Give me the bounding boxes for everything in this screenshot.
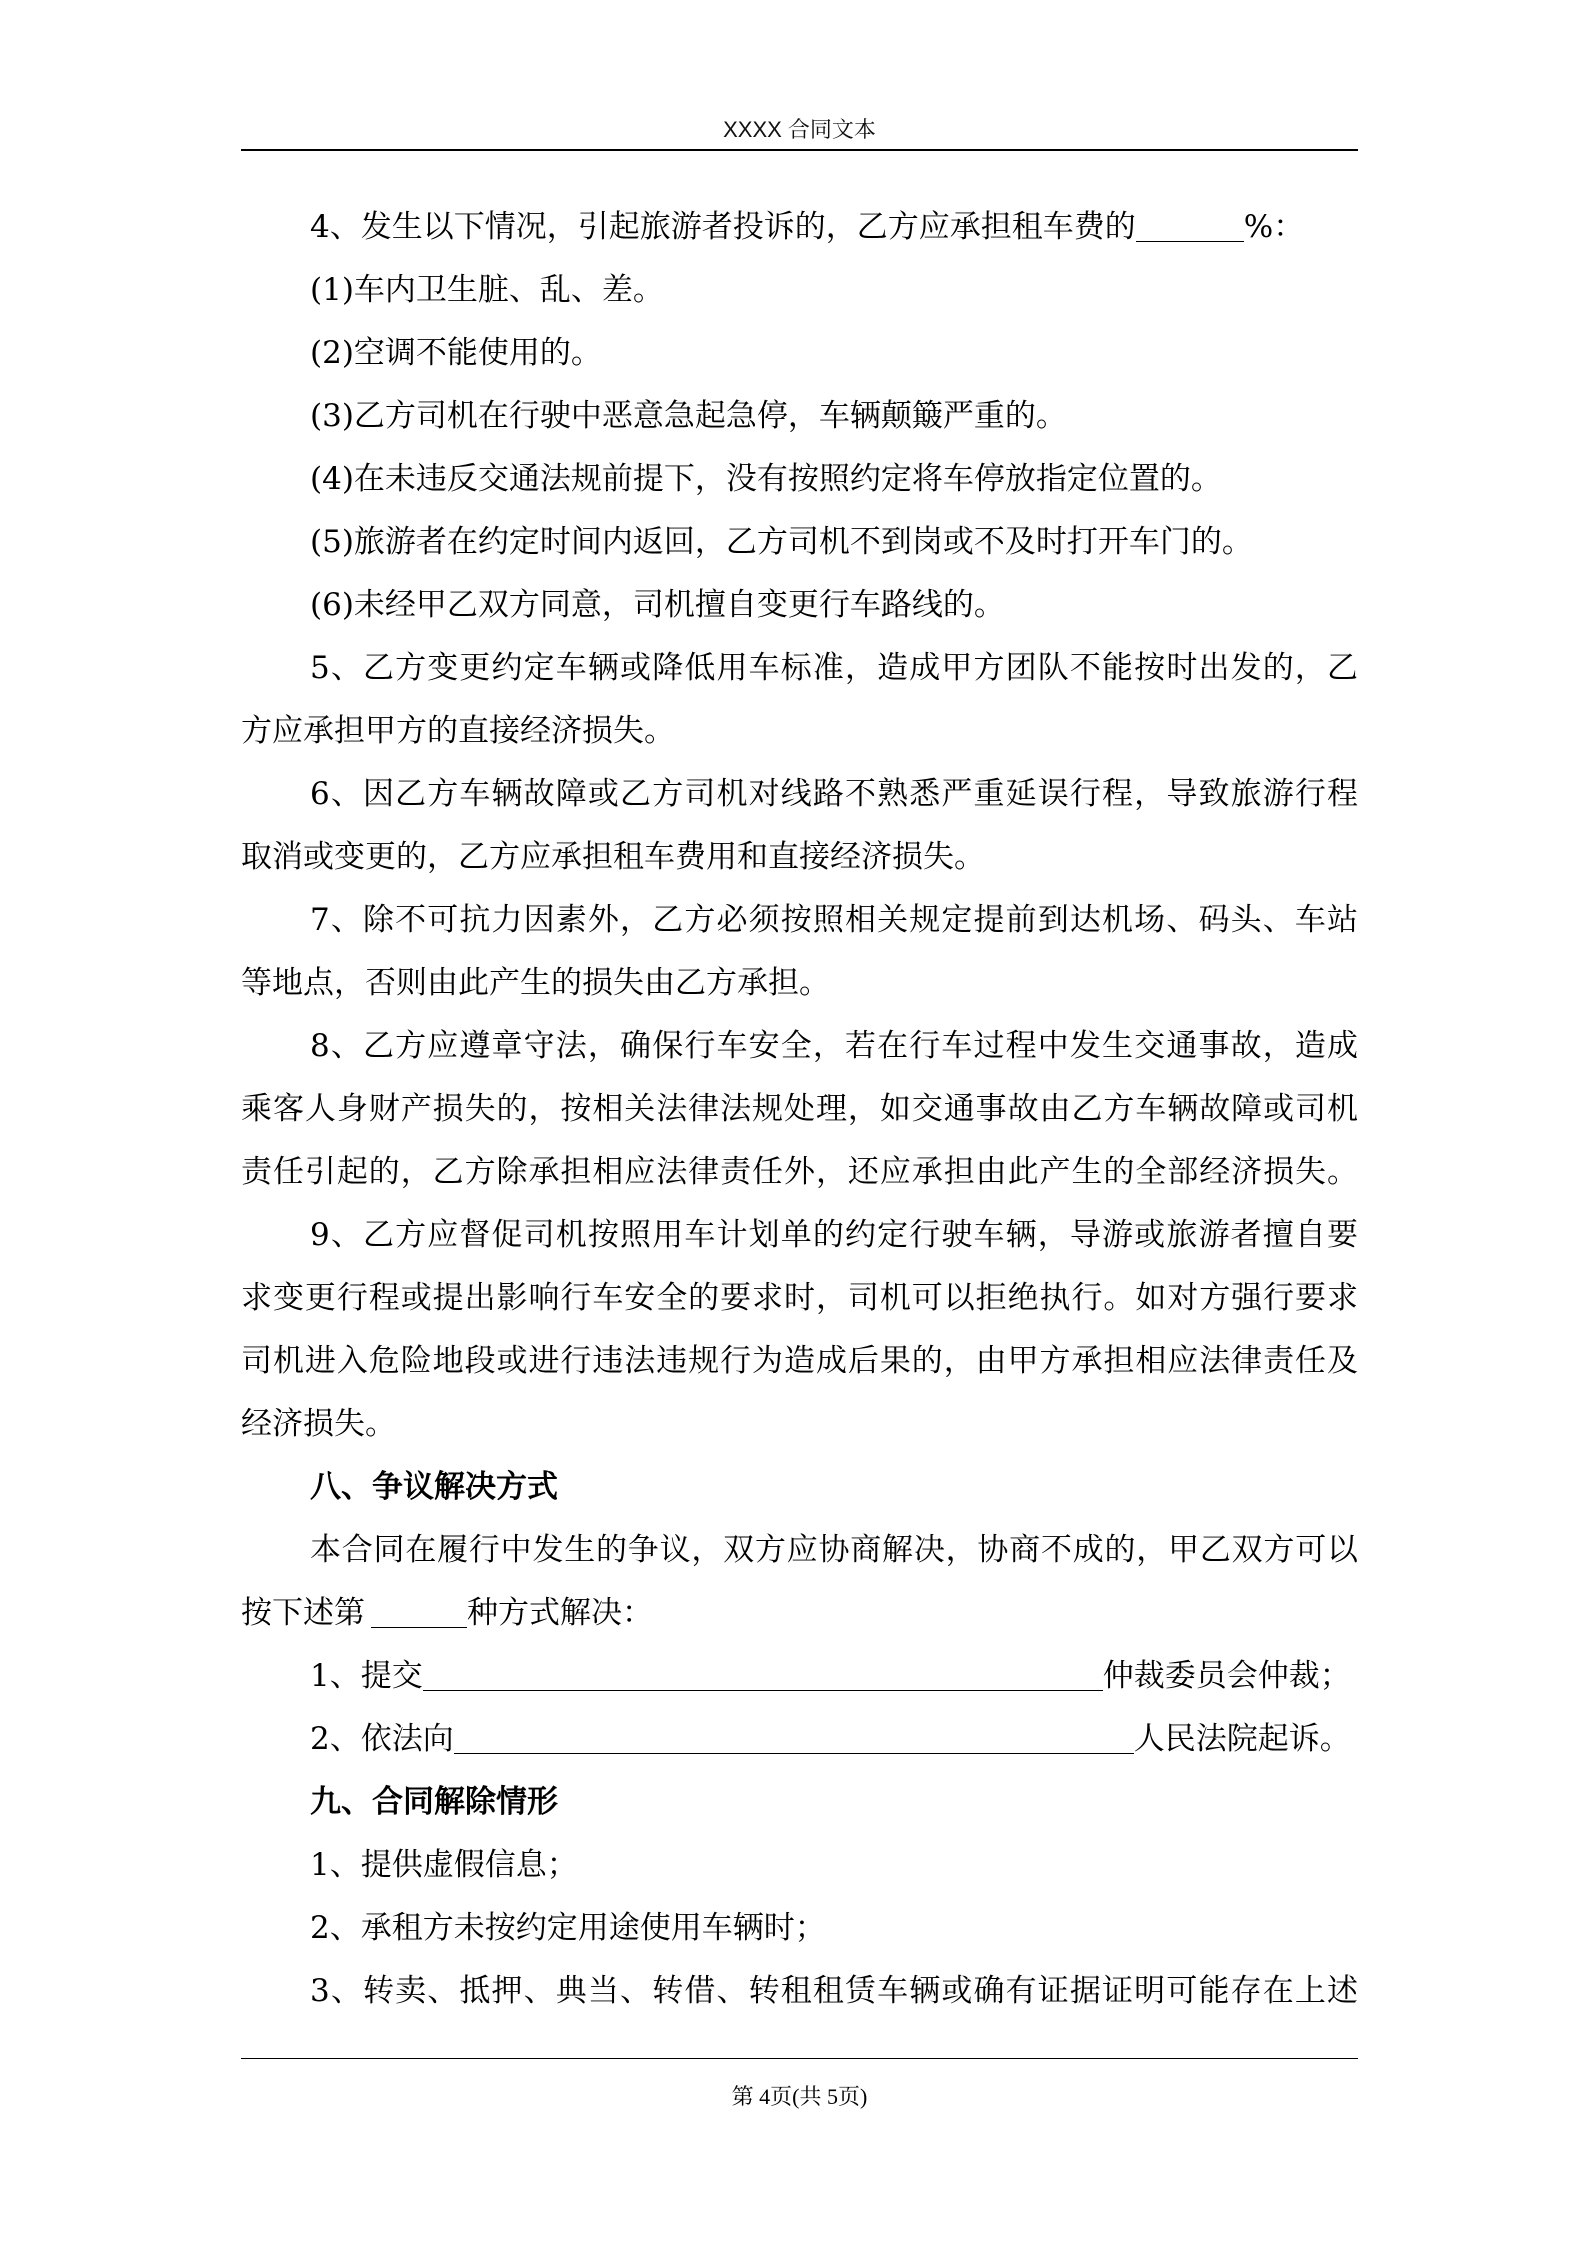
clause-9-line: 经济损失。 xyxy=(241,1406,396,1442)
arbitration-option-suffix: 仲裁委员会仲裁； xyxy=(1102,1658,1351,1694)
clause-9-line: 9、乙方应督促司机按照用车计划单的约定行驶车辆，导游或旅游者擅自要 xyxy=(310,1217,1358,1253)
clause-7-line: 7、除不可抗力因素外，乙方必须按照相关规定提前到达机场、码头、车站 xyxy=(310,902,1358,938)
section-9-item-1: 1、提供虚假信息； xyxy=(310,1847,578,1883)
page-header-title: XXXX 合同文本 xyxy=(723,117,876,142)
header-divider xyxy=(241,149,1358,151)
clause-5-line: 方应承担甲方的直接经济损失。 xyxy=(241,713,675,749)
clause-9-line: 司机进入危险地段或进行违法违规行为造成后果的，由甲方承担相应法律责任及 xyxy=(241,1343,1358,1379)
clause-4-intro xyxy=(241,196,1358,259)
method-line-suffix: 种方式解决： xyxy=(467,1595,653,1631)
arbitration-option xyxy=(241,1645,1358,1708)
court-name-blank xyxy=(454,1723,1134,1754)
court-option xyxy=(241,1708,1358,1771)
court-option-prefix: 2、依法向 xyxy=(310,1721,454,1757)
arbitration-option-prefix: 1、提交 xyxy=(310,1658,423,1694)
method-number-blank xyxy=(371,1597,467,1628)
clause-4-item-3: (3)乙方司机在行驶中恶意急起急停，车辆颠簸严重的。 xyxy=(310,398,1067,434)
clause-4-item-1: (1)车内卫生脏、乱、差。 xyxy=(310,272,664,308)
section-9-item-2: 2、承租方未按约定用途使用车辆时； xyxy=(310,1910,826,1946)
page-number-label: 第 4页(共 5页) xyxy=(731,2084,868,2109)
clause-8-line: 责任引起的，乙方除承担相应法律责任外，还应承担由此产生的全部经济损失。 xyxy=(241,1154,1358,1190)
section-8-method-line xyxy=(241,1582,1358,1645)
clause-4-item-2: (2)空调不能使用的。 xyxy=(310,335,602,371)
clause-6-line: 6、因乙方车辆故障或乙方司机对线路不熟悉严重延误行程，导致旅游行程 xyxy=(310,776,1358,812)
percentage-blank xyxy=(1136,211,1244,242)
section-8-heading: 八、争议解决方式 xyxy=(310,1469,558,1505)
clause-6-line: 取消或变更的，乙方应承担租车费用和直接经济损失。 xyxy=(241,839,985,875)
clause-4-text: 4、发生以下情况，引起旅游者投诉的，乙方应承担租车费的 xyxy=(310,209,1136,245)
clause-9-line: 求变更行程或提出影响行车安全的要求时，司机可以拒绝执行。如对方强行要求 xyxy=(241,1280,1358,1316)
court-option-suffix: 人民法院起诉。 xyxy=(1133,1721,1351,1757)
clause-5-line: 5、乙方变更约定车辆或降低用车标准，造成甲方团队不能按时出发的，乙 xyxy=(310,650,1358,686)
section-9-heading: 九、合同解除情形 xyxy=(310,1784,558,1820)
clause-4-item-6: (6)未经甲乙双方同意，司机擅自变更行车路线的。 xyxy=(310,587,1005,623)
clause-4-item-4: (4)在未违反交通法规前提下，没有按照约定将车停放指定位置的。 xyxy=(310,461,1222,497)
clause-8-line: 8、乙方应遵章守法，确保行车安全，若在行车过程中发生交通事故，造成 xyxy=(310,1028,1358,1064)
clause-4-percent-suffix: %： xyxy=(1243,209,1305,245)
method-line-prefix: 按下述第 xyxy=(241,1595,365,1631)
clause-8-line: 乘客人身财产损失的，按相关法律法规处理，如交通事故由乙方车辆故障或司机 xyxy=(241,1091,1358,1127)
section-9-item-3: 3、转卖、抵押、典当、转借、转租租赁车辆或确有证据证明可能存在上述 xyxy=(310,1973,1358,2009)
clause-7-line: 等地点，否则由此产生的损失由乙方承担。 xyxy=(241,965,830,1001)
footer-divider xyxy=(241,2058,1358,2059)
section-8-intro-line: 本合同在履行中发生的争议，双方应协商解决，协商不成的，甲乙双方可以 xyxy=(310,1532,1358,1568)
arbitration-committee-blank xyxy=(423,1660,1103,1691)
clause-4-item-5: (5)旅游者在约定时间内返回，乙方司机不到岗或不及时打开车门的。 xyxy=(310,524,1253,560)
document-body xyxy=(241,196,1358,2023)
